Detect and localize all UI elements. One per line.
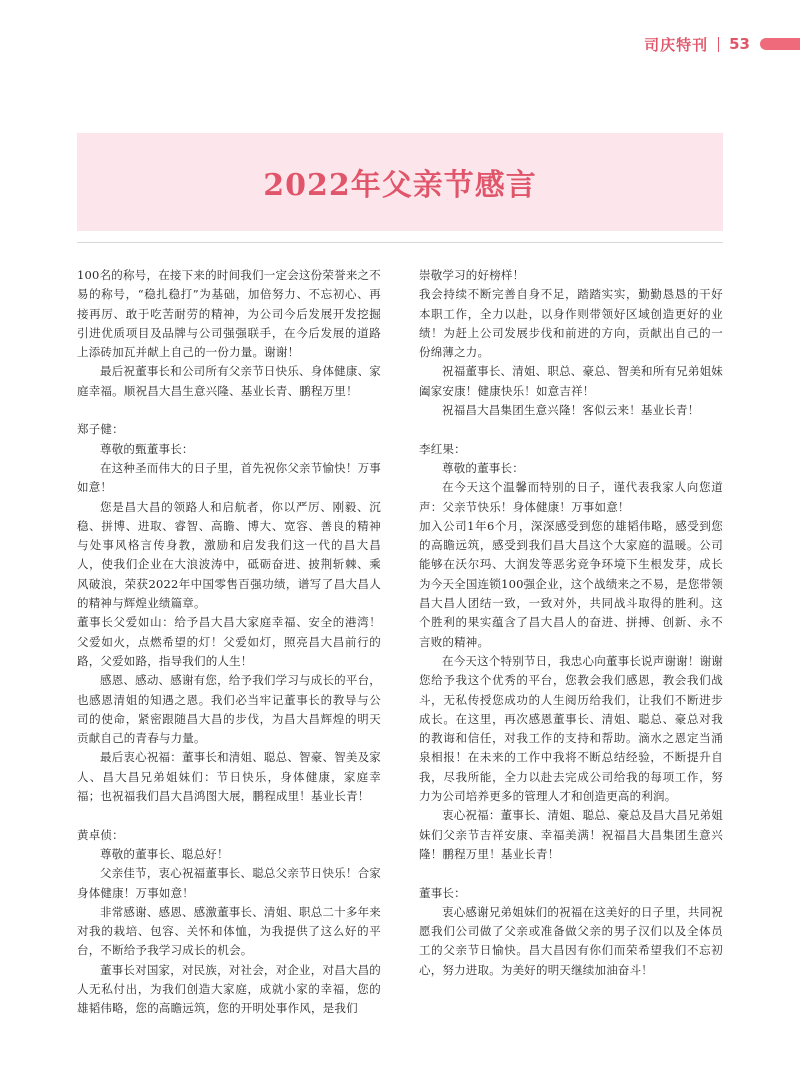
paragraph: 黄卓侦： xyxy=(77,827,124,842)
paragraph: 感恩、感动、感谢有您，给予我们学习与成长的平台，也感恩清姐的知遇之恩。我们必当牢记董事长的教导与公司的使命，紧密跟随昌大昌的步伐，为昌大昌辉煌的明天贡献自己的青春与力量。 xyxy=(77,673,381,746)
paragraph: 父亲佳节，衷心祝福董事长、聪总父亲节日快乐！合家身体健康！万事如意！ xyxy=(77,866,381,900)
paragraph: 祝福董事长、清姐、职总、豪总、智美和所有兄弟姐妹阖家安康！健康快乐！如意吉祥！ xyxy=(419,364,723,398)
paragraph: 非常感谢、感恩、感激董事长、清姐、职总二十多年来对我的栽培、包容、关怀和体恤，为我提供了这么好的平台，不断给予我学习成长的机会。 xyxy=(77,904,381,958)
paragraph: 最后祝董事长和公司所有父亲节日快乐、身体健康、家庭幸福。顺祝昌大昌生意兴隆、基业长青、鹏程万里！ xyxy=(77,364,381,398)
paragraph: 郑子健： xyxy=(77,422,124,437)
article-title: 2022年父亲节感言 xyxy=(263,168,537,203)
paragraph: 崇敬学习的好榜样！ xyxy=(419,268,525,282)
header-divider xyxy=(718,37,719,52)
paragraph: 最后衷心祝福：董事长和清姐、聪总、智豪、智美及家人、昌大昌兄弟姐妹们：节日快乐，身体健康，家庭幸福；也祝福我们昌大昌鸿图大展，鹏程成里！基业长青！ xyxy=(77,750,381,804)
page-number: 53 xyxy=(729,35,750,53)
paragraph: 董事长对国家，对民族，对社会，对企业，对昌大昌的人无私付出，为我们创造大家庭，成就小家的幸福，您的雄韬伟略，您的高瞻远筑，您的开明处事作风，是我们 xyxy=(77,962,381,1016)
paragraph: 在这种圣而伟大的日子里，首先祝你父亲节愉快！万事如意！ xyxy=(77,460,381,495)
paragraph: 董事长： xyxy=(419,885,466,900)
page-tab-decoration xyxy=(760,38,800,50)
left-column xyxy=(77,266,381,1019)
magazine-name: 司庆特刊 xyxy=(644,35,709,54)
paragraph: 衷心祝福：董事长、清姐、聪总、豪总及昌大昌兄弟姐妹们父亲节吉祥安康、幸福美满！祝福昌大昌集团生意兴隆！鹏程万里！基业长青！ xyxy=(419,808,723,861)
paragraph: 您是昌大昌的领路人和启航者，你以严厉、刚毅、沉稳、拼博、进取、睿智、高瞻、博大、宽容、善良的精神与处事风格言传身教，激励和启发我们这一代的昌大昌人，使我们企业在大浪波涛中，砥砺奋进、披荆斩棘、乘风破浪，荣获2022年中国零售百强功绩，谱写了昌大昌人的精神与辉煌业绩篇章。 xyxy=(77,499,381,611)
paragraph: 100名的称号，在接下来的时间我们一定会这份荣誉来之不易的称号，“稳扎稳打”为基础，加倍努力、不忘初心、再接再厉、敢于吃苦耐劳的精神，为公司今后发展开发挖掘引进优质项目及品牌与公司强强联手，在今后发展的道路上添砖加瓦并献上自己的一份力量。谢谢！ xyxy=(77,268,381,360)
paragraph: 尊敬的董事长、聪总好！ xyxy=(100,846,229,861)
paragraph: 尊敬的甄董事长： xyxy=(100,441,194,456)
title-banner xyxy=(77,133,723,231)
paragraph: 李红果： xyxy=(419,441,466,456)
paragraph: 衷心感谢兄弟姐妹们的祝福在这美好的日子里，共同祝愿我们公司做了父亲或准备做父亲的男子汉们以及全体员工的父亲节日愉快。昌大昌因有你们而荣希望我们不忘初心，努力进取。为美好的明天继续加油奋斗！ xyxy=(419,904,723,977)
paragraph: 我会持续不断完善自身不足，踏踏实实，勤勤恳恳的干好本职工作，全力以赴，以身作则带领好区域创造更好的业绩！为赶上公司发展步伐和前进的方向，贡献出自己的一份绵薄之力。 xyxy=(419,287,723,360)
right-column xyxy=(419,266,723,980)
paragraph: 加入公司1年6个月，深深感受到您的雄韬伟略，感受到您的高瞻远筑，感受到我们昌大昌这个大家庭的温暖。公司能够在沃尔玛、大润发等恶劣竞争环境下生根发芽，成长为今天全国连锁100强企业，这个战绩来之不易，是您带领昌大昌人团结一致，一致对外，共同战斗取得的胜利。这个胜利的果实蕴含了昌大昌人的奋进、拼搏、创新、永不言败的精神。 xyxy=(419,518,723,649)
paragraph: 在今天这个特别节日，我忠心向董事长说声谢谢！谢谢您给予我这个优秀的平台，您教会我们感恩，教会我们战斗，无私传授您成功的人生阅历给我们，让我们不断进步成长。在这里，再次感恩董事长、清姐、聪总、豪总对我的教诲和信任，对我工作的支持和帮助。滴水之恩定当涌泉相报！在未来的工作中我将不断总结经验，不断提升自我，尽我所能，全力以赴去完成公司给我的每项工作，努力为公司培养更多的管理人才和创造更高的利润。 xyxy=(419,653,723,804)
paragraph: 祝福昌大昌集团生意兴隆！客似云来！基业长青！ xyxy=(442,403,700,418)
paragraph: 在今天这个温馨而特别的日子，谨代表我家人向您道声：父亲节快乐！身体健康！万事如意！ xyxy=(419,480,723,514)
paragraph: 尊敬的董事长： xyxy=(442,460,524,475)
title-divider xyxy=(77,242,723,243)
paragraph: 董事长父爱如山：给予昌大昌大家庭幸福、安全的港湾！父爱如火，点燃希望的灯！父爱如灯，照亮昌大昌前行的路，父爱如路，指导我们的人生！ xyxy=(77,615,381,668)
page-header xyxy=(644,30,800,58)
